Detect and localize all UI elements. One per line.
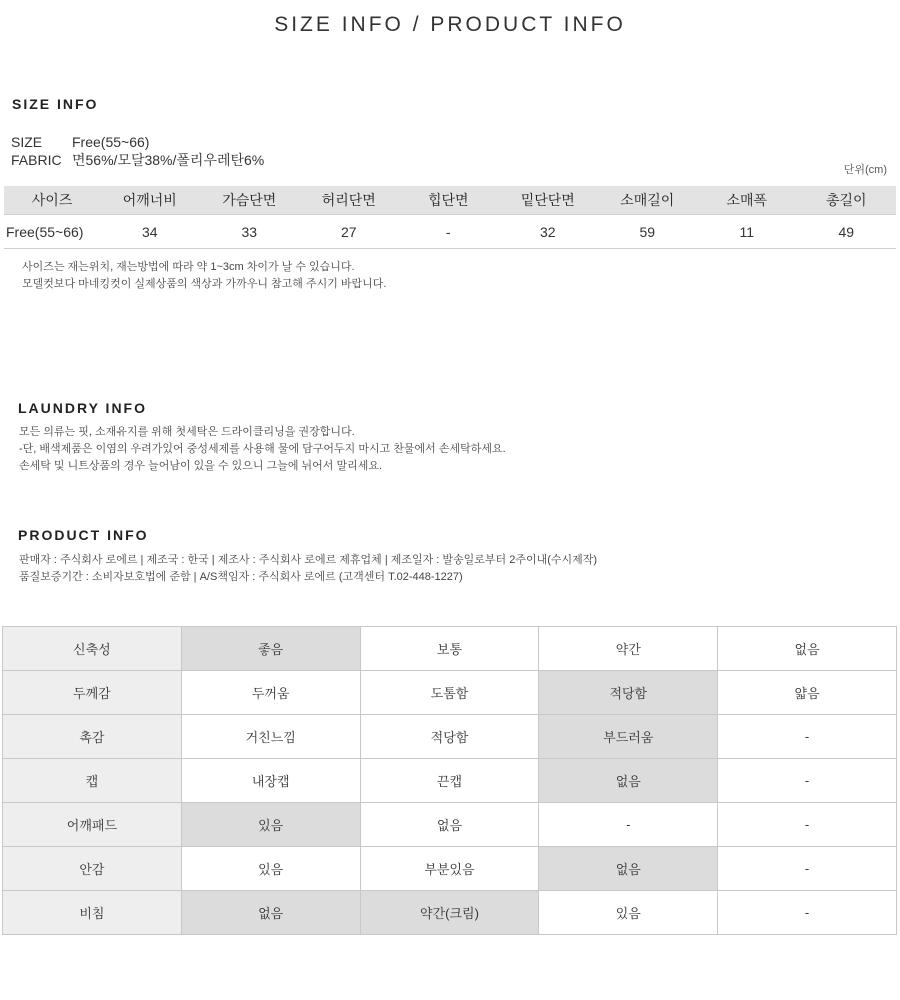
table-row [4,215,896,249]
quality-option-cell: 없음 [181,891,360,935]
product-info-line: 품질보증기간 : 소비자보호법에 준함 | A/S책임자 : 주식회사 로에르 (고객센터 T.02-448-1227) [19,571,463,583]
quality-option-cell: 거친느낌 [181,715,360,759]
size-table-cell: - [399,215,499,249]
quality-option-cell: 부드러움 [539,715,718,759]
table-row [3,671,897,715]
laundry-info-heading: LAUNDRY INFO [18,400,147,416]
table-row [3,759,897,803]
size-table-header: 총길이 [797,186,897,215]
fabric-quality-table [2,626,897,935]
size-note-line: 모델컷보다 마네킹컷이 실제상품의 색상과 가까우니 참고해 주시기 바랍니다. [22,278,387,290]
quality-option-cell: 두꺼움 [181,671,360,715]
product-info-heading: PRODUCT INFO [18,527,149,543]
laundry-line: 모든 의류는 핏, 소재유지를 위해 첫세탁은 드라이클리닝을 권장합니다. [19,426,355,438]
table-row [3,715,897,759]
quality-option-cell: 적당함 [539,671,718,715]
quality-option-cell: 끈캡 [360,759,539,803]
quality-option-cell: 없음 [539,759,718,803]
quality-row-label: 두께감 [3,671,182,715]
size-table-cell: 32 [498,215,598,249]
size-table-cell: 34 [100,215,200,249]
quality-option-cell: 도톰함 [360,671,539,715]
quality-option-cell: - [718,891,897,935]
quality-option-cell: 부분있음 [360,847,539,891]
laundry-notes [19,424,506,475]
quality-row-label: 어깨패드 [3,803,182,847]
quality-row-label: 촉감 [3,715,182,759]
fabric-spec-row [11,150,264,170]
quality-option-cell: - [718,847,897,891]
size-table-cell: 49 [797,215,897,249]
page-title: SIZE INFO / PRODUCT INFO [274,13,626,36]
fabric-label: FABRIC [11,152,62,168]
quality-option-cell: 얇음 [718,671,897,715]
quality-option-cell: 있음 [539,891,718,935]
size-table [4,186,896,249]
size-table-cell: 33 [200,215,300,249]
size-table-header: 가슴단면 [200,186,300,215]
table-row [3,803,897,847]
quality-option-cell: 없음 [539,847,718,891]
quality-option-cell: 없음 [718,627,897,671]
size-table-header-row [4,186,896,215]
fabric-value: 면56%/모달38%/폴리우레탄6% [72,152,265,168]
size-label: SIZE [11,134,43,150]
quality-option-cell: 약간 [539,627,718,671]
laundry-line: -단, 배색제품은 이염의 우려가있어 중성세제를 사용해 물에 담구어두지 마시고 찬물에서 손세탁하세요. [19,443,506,455]
size-table-header: 소매길이 [598,186,698,215]
quality-row-label: 신축성 [3,627,182,671]
size-table-header: 사이즈 [4,186,100,215]
unit-note: 단위(cm) [843,164,887,176]
quality-option-cell: 보통 [360,627,539,671]
quality-option-cell: - [718,803,897,847]
quality-option-cell: - [718,715,897,759]
quality-option-cell: 좋음 [181,627,360,671]
quality-option-cell: 약간(크림) [360,891,539,935]
quality-option-cell: 있음 [181,803,360,847]
size-table-header: 힙단면 [399,186,499,215]
size-notes [22,259,386,293]
size-table-header: 밑단단면 [498,186,598,215]
size-table-cell: 11 [697,215,797,249]
size-table-header: 어깨너비 [100,186,200,215]
quality-option-cell: 내장캡 [181,759,360,803]
quality-row-label: 캡 [3,759,182,803]
table-row [3,847,897,891]
quality-row-label: 비침 [3,891,182,935]
product-info-lines [19,552,597,586]
size-table-cell: 27 [299,215,399,249]
size-table-cell: Free(55~66) [4,215,100,249]
quality-option-cell: - [718,759,897,803]
quality-option-cell: - [539,803,718,847]
size-table-cell: 59 [598,215,698,249]
quality-row-label: 안감 [3,847,182,891]
size-spec-row [11,134,149,150]
size-note-line: 사이즈는 재는위치, 재는방법에 따라 약 1~3cm 차이가 날 수 있습니다. [22,261,355,273]
size-table-header: 허리단면 [299,186,399,215]
size-table-header: 소매폭 [697,186,797,215]
quality-option-cell: 있음 [181,847,360,891]
quality-option-cell: 없음 [360,803,539,847]
table-row [3,891,897,935]
size-value: Free(55~66) [72,134,150,150]
table-row [3,627,897,671]
product-info-line: 판매자 : 주식회사 로에르 | 제조국 : 한국 | 제조사 : 주식회사 로에르 제휴업체 | 제조일자 : 발송일로부터 2주이내(수시제작) [19,554,598,566]
quality-option-cell: 적당함 [360,715,539,759]
laundry-line: 손세탁 및 니트상품의 경우 늘어남이 있을 수 있으니 그늘에 뉘어서 말리세요. [19,460,383,472]
size-info-heading: SIZE INFO [12,96,99,112]
